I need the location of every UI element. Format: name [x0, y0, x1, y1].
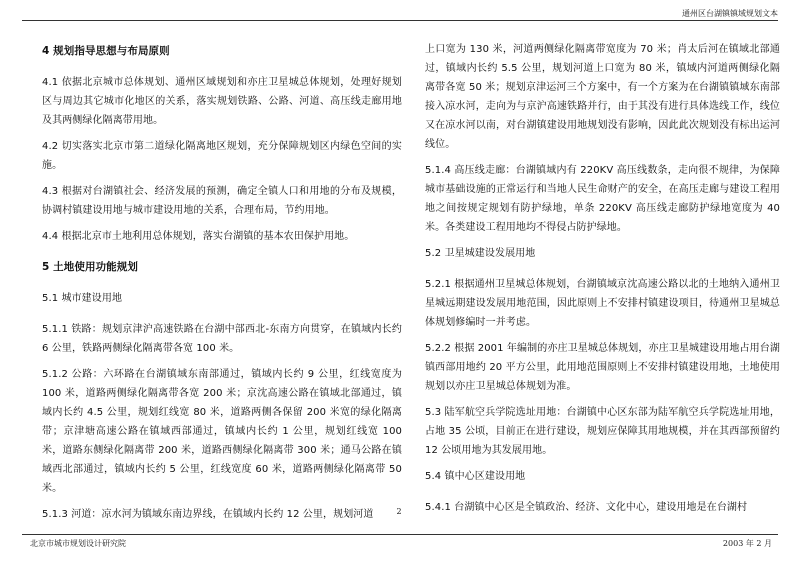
paragraph-4-1: 4.1 依据北京城市总体规划、通州区域规划和亦庄卫星城总体规划，处理好规划区与周边其它城市化地区的关系，落实规划铁路、公路、河道、高压线走廊用地及其两侧绿化隔离带用地。: [42, 77, 402, 126]
left-column: [42, 42, 402, 531]
paragraph-4-4: 4.4 根据北京市土地利用总体规划，落实台湖镇的基本农田保护用地。: [42, 231, 355, 242]
footer-institute: 北京市城市规划设计研究院: [30, 539, 126, 548]
paragraph-5-4-1: 5.4.1 台湖镇中心区是全镇政治、经济、文化中心，建设用地是在台湖村: [425, 502, 748, 513]
section-4-heading: 4 规划指导思想与布局原则: [42, 45, 170, 57]
page-number: 2: [396, 507, 402, 516]
section-5-2-heading: 5.2 卫星城建设发展用地: [425, 248, 536, 259]
header-title: 通州区台湖镇镇域规划文本: [682, 9, 778, 18]
paragraph-5-1-4: 5.1.4 高压线走廊：台湖镇域内有 220KV 高压线数条，走向很不规律，为保障城市基础设施的正常运行和当地人民生命财产的安全，在高压走廊与建设工程用地之间按规定规划有防护绿地，单条 220KV 高压线走廊防护绿地宽度为 40 米。各类建设工程用地均不得侵占防护绿地。: [425, 165, 780, 233]
paragraph-5-1-1: 5.1.1 铁路：规划京津沪高速铁路在台湖中部西北-东南方向贯穿，在镇域内长约 6 公里，铁路两侧绿化隔离带各宽 100 米。: [42, 324, 402, 354]
right-column: [425, 40, 780, 524]
paragraph-5-1-3: 5.1.3 河道：凉水河为镇域东南边界线，在镇域内长约 12 公里，规划河道: [42, 509, 374, 520]
footer-date: 2003 年 2 月: [722, 539, 772, 548]
paragraph-5-3: 5.3 陆军航空兵学院选址用地：台湖镇中心区东部为陆军航空兵学院选址用地，占地 35 公顷，目前正在进行建设，规划应保障其用地规模，并在其西部预留约 12 公顷用地为其发展用地。: [425, 407, 780, 456]
section-5-4-heading: 5.4 镇中心区建设用地: [425, 471, 526, 482]
paragraph-5-1-3-continued: 上口宽为 130 米，河道两侧绿化隔离带宽度为 70 米；肖太后河在镇域北部通过，镇域内长约 5.5 公里，规划河道上口宽为 80 米，镇域内河道两侧绿化隔离带各宽 50 米；规划京津运河三个方案中，有一个方案为在台湖镇镇域东南部接入凉水河，走向为与京沪高速铁路并行，由于其没有进行具体选线工作，线位又在凉水河以南，对台湖镇建设用地规划没有影响，因此此次规划没有标出运河线位。: [425, 44, 780, 150]
header-rule: [22, 20, 778, 21]
paragraph-5-2-1: 5.2.1 根据通州卫星城总体规划，台湖镇域京沈高速公路以北的土地纳入通州卫星城远期建设发展用地范围，因此原则上不安排村镇建设项目，待通州卫星城总体规划修编时一并考虑。: [425, 279, 780, 328]
footer-rule: [22, 534, 778, 535]
section-5-heading: 5 土地使用功能规划: [42, 261, 138, 273]
section-5-1-heading: 5.1 城市建设用地: [42, 293, 123, 304]
paragraph-5-2-2: 5.2.2 根据 2001 年编制的亦庄卫星城总体规划，亦庄卫星城建设用地占用台湖镇西部用地约 20 平方公里，此用地范围原则上不安排村镇建设用地，土地使用规划以亦庄卫星城总体规划为准。: [425, 343, 780, 392]
paragraph-4-2: 4.2 切实落实北京市第二道绿化隔离地区规划，充分保障规划区内绿色空间的实施。: [42, 141, 402, 171]
paragraph-4-3: 4.3 根据对台湖镇社会、经济发展的预测，确定全镇人口和用地的分布及规模，协调村镇建设用地与城市建设用地的关系，合理布局，节约用地。: [42, 186, 402, 216]
paragraph-5-1-2: 5.1.2 公路：六环路在台湖镇域东南部通过，镇域内长约 9 公里，红线宽度为 100 米，道路两侧绿化隔离带各宽 200 米；京沈高速公路在镇域北部通过，镇域内长约 4.5 公里，规划红线宽 80 米，道路两侧各保留 200 米宽的绿化隔离带；京津塘高速公路在镇域西部通过，镇域内长约 1 公里，规划红线宽 100 米，道路东侧绿化隔离带 200 米，道路西侧绿化隔离带 300 米；通马公路在镇域西北部通过，镇域内长约 5 公里，红线宽度 60 米，道路两侧绿化隔离带 50 米。: [42, 369, 402, 494]
